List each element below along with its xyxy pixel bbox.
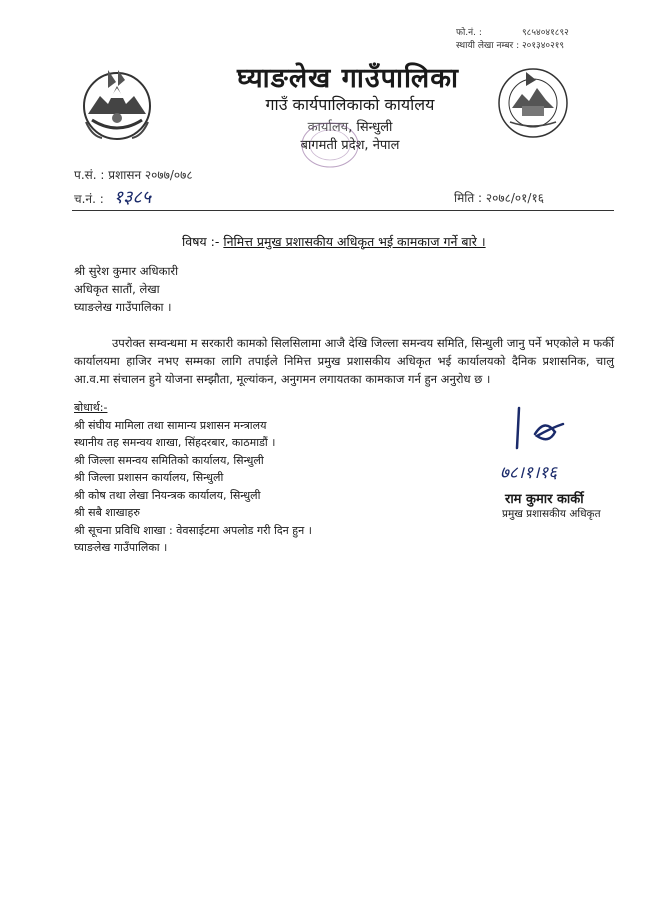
signer-name: राम कुमार कार्की: [505, 492, 584, 507]
dispatch-label: च.नं. :: [74, 192, 104, 206]
account-label: स्थायी लेखा नम्बर :: [456, 41, 520, 51]
recipient-block: [74, 262, 178, 316]
reference-label: प.सं. :: [74, 168, 105, 182]
address-district: सिन्धुली: [356, 120, 393, 135]
office-name: गाउँ कार्यपालिकाको कार्यालय: [265, 95, 435, 114]
letter-date: [454, 189, 544, 206]
subject-text: निमित्त प्रमुख प्रशासकीय अधिकृत भई कामकाज गर्ने बारे ।: [223, 234, 486, 249]
recipient-office: घ्याङलेख गाउँपालिका ।: [74, 300, 172, 314]
contact-block: [456, 27, 636, 53]
municipality-logo-icon: [496, 66, 570, 140]
dispatch-number: [74, 185, 151, 209]
cc-item: श्री सूचना प्रविधि शाखा : वेवसाईटमा अपलोड गरी दिन हुन ।: [74, 523, 312, 537]
nepal-emblem-icon: [78, 66, 156, 144]
reference-value: प्रशासन २०७७/०७८: [108, 168, 193, 182]
recipient-position: अधिकृत सातौं, लेखा: [74, 282, 160, 296]
address-line-2: बागमती प्रदेश, नेपाल: [300, 138, 400, 153]
phone-number: ९८५४०४१८९२: [522, 28, 569, 38]
address-line-1: कार्यालय, सिन्धुली: [307, 120, 393, 135]
date-label: मिति :: [454, 191, 483, 205]
address-prefix: कार्यालय: [307, 120, 349, 135]
organization-name: घ्याङलेख गाउँपालिका: [237, 63, 459, 94]
signer-title: प्रमुख प्रशासकीय अधिकृत: [502, 508, 601, 520]
cc-item: श्री सबै शाखाहरु: [74, 506, 140, 519]
cc-item: स्थानीय तह समन्वय शाखा, सिंहदरबार, काठमाडौं ।: [74, 436, 276, 449]
reference-number: [74, 166, 193, 183]
cc-item: श्री कोष तथा लेखा नियन्त्रक कार्यालय, सिन्धुली: [74, 488, 261, 502]
cc-item: श्री जिल्ला समन्वय समितिको कार्यालय, सिन्धुली: [74, 453, 264, 467]
subject-line: [182, 233, 486, 250]
cc-block: [74, 399, 454, 557]
office-stamp: [300, 120, 360, 170]
handwritten-signature: [505, 404, 575, 454]
cc-item: श्री जिल्ला प्रशासन कार्यालय, सिन्धुली: [74, 471, 224, 484]
dispatch-value: १३८५: [113, 187, 152, 208]
account-number: २०१३४०२१९: [521, 41, 565, 51]
signature-date: ७८।१।१६: [500, 463, 558, 483]
cc-label: बोधार्थ:-: [74, 401, 108, 414]
header-divider: [72, 210, 614, 211]
phone-label: फो.नं. :: [456, 28, 482, 38]
cc-item: घ्याङलेख गाउँपालिका ।: [74, 541, 168, 554]
subject-label: विषय :-: [182, 234, 220, 249]
date-value: २०७८/०१/१६: [485, 191, 544, 205]
cc-item: श्री संघीय मामिला तथा सामान्य प्रशासन मन्त्रालय: [74, 418, 267, 432]
letter-body: उपरोक्त सम्वन्धमा म सरकारी कामको सिलसिलामा आजै देखि जिल्ला समन्वय समिति, सिन्धुली जानु पर्ने भएकोले म फर्की कार्यालयमा हाजिर नभए सम्मका लागि तपाईले निमित्त प्रमुख प्रशासकीय अधिकृत भई कार्यालयको दैनिक प्रशासनिक, चालु आ.व.मा संचालन हुने योजना सम्झौता, मूल्यांकन, अनुगमन लगायतका कामकाज गर्न हुन अनुरोध छ ।: [74, 336, 614, 386]
recipient-name: श्री सुरेश कुमार अधिकारी: [74, 264, 179, 278]
